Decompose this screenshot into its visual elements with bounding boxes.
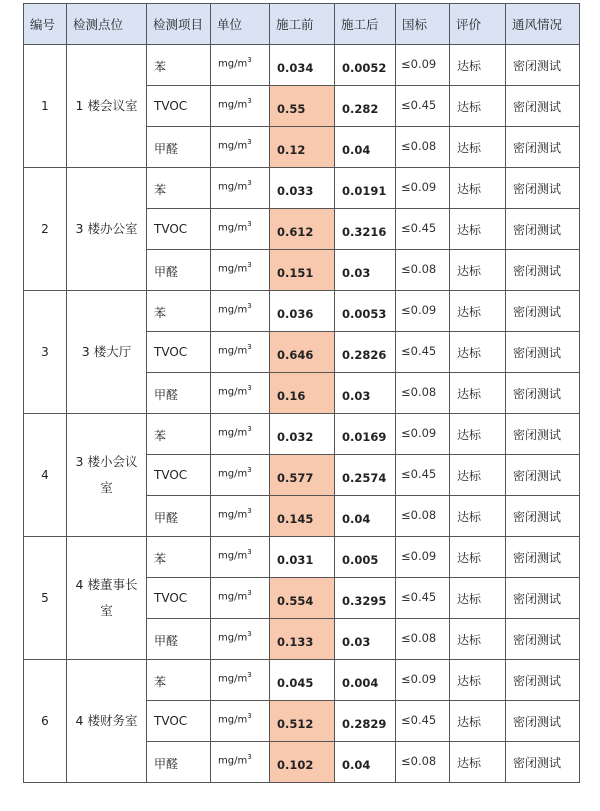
standard-cell: ≤0.45 [396,209,450,250]
header-row [24,4,580,45]
row-number: 1 [24,45,67,168]
after-value: 0.2826 [335,332,396,373]
evaluation-cell: 达标 [450,168,506,209]
before-value: 0.145 [270,496,335,537]
evaluation-cell: 达标 [450,86,506,127]
before-value: 0.16 [270,373,335,414]
standard-cell: ≤0.08 [396,250,450,291]
header-after: 施工后 [335,4,396,45]
header-location: 检测点位 [67,4,147,45]
table-row [24,45,580,86]
unit-base: mg/m [218,550,248,562]
unit-exponent: 3 [247,671,252,679]
after-value: 0.004 [335,660,396,701]
header-before: 施工前 [270,4,335,45]
unit-base: mg/m [218,427,248,439]
unit-exponent: 3 [247,425,252,433]
unit-base: mg/m [218,222,248,234]
unit-base: mg/m [218,304,248,316]
after-value: 0.04 [335,496,396,537]
after-value: 0.282 [335,86,396,127]
unit-exponent: 3 [247,712,252,720]
after-value: 0.3295 [335,578,396,619]
ventilation-cell: 密闭测试 [506,86,580,127]
after-value: 0.04 [335,127,396,168]
before-value: 0.151 [270,250,335,291]
unit-cell [211,742,270,783]
header-ventilation: 通风情况 [506,4,580,45]
ventilation-cell: 密闭测试 [506,742,580,783]
after-value: 0.2829 [335,701,396,742]
evaluation-cell: 达标 [450,414,506,455]
unit-base: mg/m [218,386,248,398]
unit-base: mg/m [218,714,248,726]
ventilation-cell: 密闭测试 [506,414,580,455]
evaluation-cell: 达标 [450,373,506,414]
before-value: 0.031 [270,537,335,578]
before-value: 0.646 [270,332,335,373]
unit-cell [211,291,270,332]
unit-exponent: 3 [247,138,252,146]
unit-base: mg/m [218,345,248,357]
unit-cell [211,373,270,414]
table-header [24,4,580,45]
before-value: 0.577 [270,455,335,496]
unit-exponent: 3 [247,179,252,187]
unit-exponent: 3 [247,630,252,638]
item-cell: 甲醛 [147,127,211,168]
location-cell: 1 楼会议室 [67,45,147,168]
header-no: 编号 [24,4,67,45]
item-cell: 甲醛 [147,496,211,537]
standard-cell: ≤0.09 [396,291,450,332]
after-value: 0.2574 [335,455,396,496]
unit-exponent: 3 [247,466,252,474]
ventilation-cell: 密闭测试 [506,127,580,168]
unit-cell [211,332,270,373]
table-row [24,414,580,455]
location-cell: 4 楼财务室 [67,660,147,783]
standard-cell: ≤0.45 [396,86,450,127]
unit-cell [211,578,270,619]
unit-base: mg/m [218,509,248,521]
unit-cell [211,701,270,742]
unit-cell [211,414,270,455]
before-value: 0.036 [270,291,335,332]
before-value: 0.55 [270,86,335,127]
unit-cell [211,455,270,496]
item-cell: 苯 [147,660,211,701]
evaluation-cell: 达标 [450,250,506,291]
standard-cell: ≤0.09 [396,168,450,209]
unit-cell [211,86,270,127]
ventilation-cell: 密闭测试 [506,373,580,414]
evaluation-cell: 达标 [450,578,506,619]
before-value: 0.612 [270,209,335,250]
item-cell: TVOC [147,86,211,127]
row-number: 2 [24,168,67,291]
unit-base: mg/m [218,468,248,480]
ventilation-cell: 密闭测试 [506,168,580,209]
evaluation-cell: 达标 [450,291,506,332]
unit-cell [211,496,270,537]
unit-exponent: 3 [247,507,252,515]
before-value: 0.133 [270,619,335,660]
ventilation-cell: 密闭测试 [506,291,580,332]
row-number: 3 [24,291,67,414]
air-quality-table [23,3,580,783]
unit-cell [211,168,270,209]
evaluation-cell: 达标 [450,742,506,783]
table-row [24,168,580,209]
item-cell: 苯 [147,414,211,455]
table-row [24,660,580,701]
evaluation-cell: 达标 [450,701,506,742]
row-number: 5 [24,537,67,660]
standard-cell: ≤0.45 [396,578,450,619]
unit-cell [211,660,270,701]
location-cell: 3 楼小会议室 [67,414,147,537]
standard-cell: ≤0.08 [396,619,450,660]
item-cell: 甲醛 [147,619,211,660]
before-value: 0.554 [270,578,335,619]
unit-cell [211,250,270,291]
item-cell: TVOC [147,578,211,619]
before-value: 0.034 [270,45,335,86]
standard-cell: ≤0.45 [396,701,450,742]
after-value: 0.0052 [335,45,396,86]
evaluation-cell: 达标 [450,619,506,660]
row-number: 4 [24,414,67,537]
standard-cell: ≤0.45 [396,455,450,496]
unit-base: mg/m [218,140,248,152]
ventilation-cell: 密闭测试 [506,660,580,701]
evaluation-cell: 达标 [450,127,506,168]
evaluation-cell: 达标 [450,660,506,701]
unit-base: mg/m [218,755,248,767]
after-value: 0.3216 [335,209,396,250]
evaluation-cell: 达标 [450,45,506,86]
unit-exponent: 3 [247,220,252,228]
header-item: 检测项目 [147,4,211,45]
standard-cell: ≤0.09 [396,660,450,701]
unit-base: mg/m [218,591,248,603]
before-value: 0.12 [270,127,335,168]
unit-exponent: 3 [247,753,252,761]
item-cell: TVOC [147,455,211,496]
unit-cell [211,127,270,168]
standard-cell: ≤0.08 [396,496,450,537]
item-cell: 苯 [147,537,211,578]
unit-cell [211,537,270,578]
item-cell: TVOC [147,332,211,373]
ventilation-cell: 密闭测试 [506,332,580,373]
header-unit: 单位 [211,4,270,45]
item-cell: 苯 [147,168,211,209]
before-value: 0.512 [270,701,335,742]
ventilation-cell: 密闭测试 [506,209,580,250]
after-value: 0.0169 [335,414,396,455]
unit-exponent: 3 [247,302,252,310]
ventilation-cell: 密闭测试 [506,701,580,742]
before-value: 0.045 [270,660,335,701]
unit-cell [211,619,270,660]
row-number: 6 [24,660,67,783]
location-cell: 4 楼董事长室 [67,537,147,660]
unit-exponent: 3 [247,56,252,64]
after-value: 0.03 [335,619,396,660]
after-value: 0.03 [335,250,396,291]
ventilation-cell: 密闭测试 [506,45,580,86]
unit-cell [211,209,270,250]
ventilation-cell: 密闭测试 [506,250,580,291]
standard-cell: ≤0.09 [396,45,450,86]
unit-exponent: 3 [247,97,252,105]
standard-cell: ≤0.09 [396,537,450,578]
item-cell: 甲醛 [147,373,211,414]
after-value: 0.005 [335,537,396,578]
unit-exponent: 3 [247,261,252,269]
unit-exponent: 3 [247,343,252,351]
item-cell: TVOC [147,701,211,742]
location-cell: 3 楼大厅 [67,291,147,414]
before-value: 0.032 [270,414,335,455]
unit-base: mg/m [218,673,248,685]
item-cell: 甲醛 [147,742,211,783]
unit-exponent: 3 [247,548,252,556]
unit-exponent: 3 [247,384,252,392]
after-value: 0.0053 [335,291,396,332]
unit-exponent: 3 [247,589,252,597]
item-cell: TVOC [147,209,211,250]
ventilation-cell: 密闭测试 [506,578,580,619]
ventilation-cell: 密闭测试 [506,537,580,578]
ventilation-cell: 密闭测试 [506,496,580,537]
evaluation-cell: 达标 [450,537,506,578]
standard-cell: ≤0.08 [396,127,450,168]
after-value: 0.04 [335,742,396,783]
ventilation-cell: 密闭测试 [506,455,580,496]
standard-cell: ≤0.45 [396,332,450,373]
item-cell: 苯 [147,45,211,86]
before-value: 0.033 [270,168,335,209]
table-body [24,45,580,783]
ventilation-cell: 密闭测试 [506,619,580,660]
unit-base: mg/m [218,632,248,644]
unit-base: mg/m [218,181,248,193]
standard-cell: ≤0.09 [396,414,450,455]
location-cell: 3 楼办公室 [67,168,147,291]
table-row [24,291,580,332]
standard-cell: ≤0.08 [396,742,450,783]
header-standard: 国标 [396,4,450,45]
evaluation-cell: 达标 [450,496,506,537]
unit-base: mg/m [218,58,248,70]
item-cell: 苯 [147,291,211,332]
header-evaluation: 评价 [450,4,506,45]
unit-base: mg/m [218,263,248,275]
evaluation-cell: 达标 [450,209,506,250]
evaluation-cell: 达标 [450,455,506,496]
after-value: 0.03 [335,373,396,414]
unit-cell [211,45,270,86]
table-row [24,537,580,578]
before-value: 0.102 [270,742,335,783]
standard-cell: ≤0.08 [396,373,450,414]
evaluation-cell: 达标 [450,332,506,373]
unit-base: mg/m [218,99,248,111]
item-cell: 甲醛 [147,250,211,291]
after-value: 0.0191 [335,168,396,209]
